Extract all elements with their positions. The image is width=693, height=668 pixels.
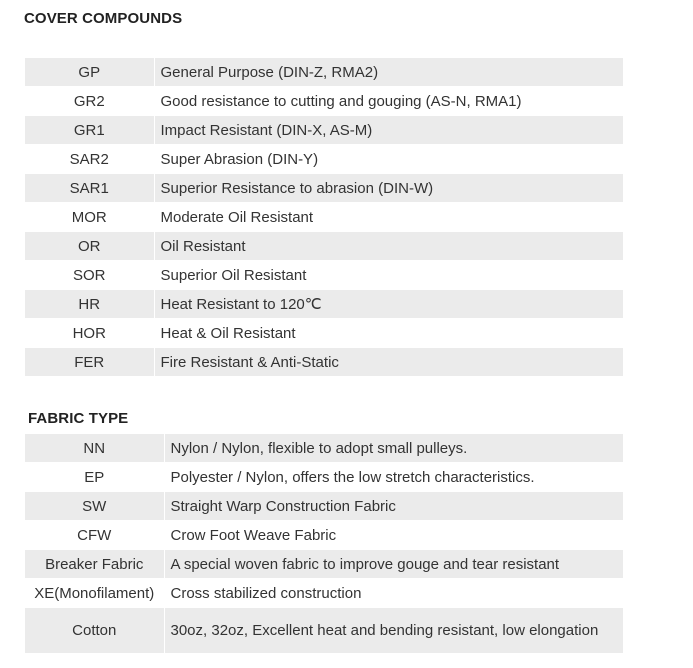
compound-code: FER	[25, 348, 154, 377]
table-row	[25, 116, 623, 145]
table-row	[25, 58, 623, 87]
table-row	[25, 261, 623, 290]
table-row	[25, 203, 623, 232]
table-row	[25, 319, 623, 348]
table-row	[25, 550, 623, 579]
fabric-description: A special woven fabric to improve gouge and tear resistant	[164, 550, 623, 579]
table-row	[25, 232, 623, 261]
table-row	[25, 434, 623, 463]
fabric-description: Polyester / Nylon, offers the low stretch characteristics.	[164, 463, 623, 492]
table-row	[25, 87, 623, 116]
compound-description: Super Abrasion (DIN-Y)	[154, 145, 623, 174]
fabric-description: Straight Warp Construction Fabric	[164, 492, 623, 521]
fabric-code: CFW	[25, 521, 164, 550]
fabric-description: 30oz, 32oz, Excellent heat and bending resistant, low elongation	[164, 608, 623, 654]
compound-code: GP	[25, 58, 154, 87]
table-row	[25, 492, 623, 521]
compound-code: HR	[25, 290, 154, 319]
cover-compounds-table	[25, 58, 623, 377]
compound-code: MOR	[25, 203, 154, 232]
table-row	[25, 463, 623, 492]
fabric-code: SW	[25, 492, 164, 521]
compound-description: Good resistance to cutting and gouging (AS-N, RMA1)	[154, 87, 623, 116]
compound-description: Superior Resistance to abrasion (DIN-W)	[154, 174, 623, 203]
table-row	[25, 348, 623, 377]
table-row	[25, 145, 623, 174]
compound-code: GR2	[25, 87, 154, 116]
compound-description: Fire Resistant & Anti-Static	[154, 348, 623, 377]
table-row	[25, 290, 623, 319]
compound-code: SAR2	[25, 145, 154, 174]
fabric-description: Cross stabilized construction	[164, 579, 623, 608]
compound-code: SOR	[25, 261, 154, 290]
fabric-description: Nylon / Nylon, flexible to adopt small pulleys.	[164, 434, 623, 463]
fabric-type-table	[25, 434, 623, 654]
compound-code: SAR1	[25, 174, 154, 203]
compound-code: HOR	[25, 319, 154, 348]
table-row	[25, 579, 623, 608]
table-row	[25, 174, 623, 203]
fabric-description: Crow Foot Weave Fabric	[164, 521, 623, 550]
compound-description: Heat & Oil Resistant	[154, 319, 623, 348]
fabric-type-heading: FABRIC TYPE	[28, 410, 129, 427]
compound-description: General Purpose (DIN-Z, RMA2)	[154, 58, 623, 87]
compound-description: Superior Oil Resistant	[154, 261, 623, 290]
fabric-code: Cotton	[25, 608, 164, 654]
compound-description: Moderate Oil Resistant	[154, 203, 623, 232]
fabric-code: NN	[25, 434, 164, 463]
table-row	[25, 521, 623, 550]
table-row	[25, 608, 623, 654]
compound-description: Impact Resistant (DIN-X, AS-M)	[154, 116, 623, 145]
fabric-code: Breaker Fabric	[25, 550, 164, 579]
fabric-code: XE(Monofilament)	[25, 579, 164, 608]
fabric-code: EP	[25, 463, 164, 492]
compound-description: Heat Resistant to 120℃	[154, 290, 623, 319]
compound-code: GR1	[25, 116, 154, 145]
compound-code: OR	[25, 232, 154, 261]
cover-compounds-heading: COVER COMPOUNDS	[24, 10, 183, 27]
compound-description: Oil Resistant	[154, 232, 623, 261]
